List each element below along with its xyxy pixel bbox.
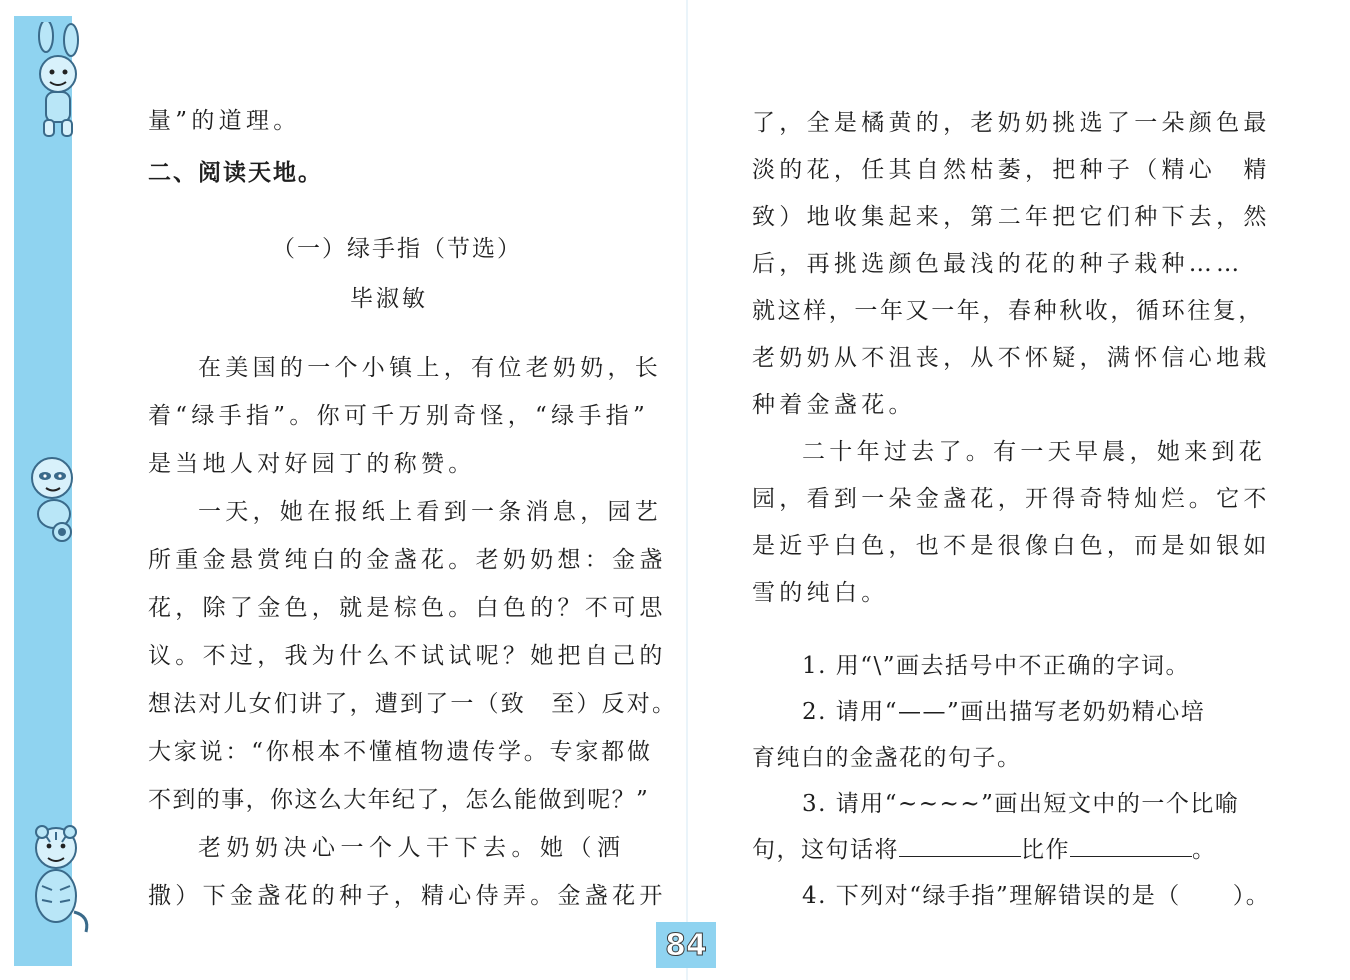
text-line: 老奶奶从不沮丧，从不怀疑，满怀信心地栽 bbox=[752, 345, 1271, 371]
text-line: 在美国的一个小镇上，有位老奶奶，长 bbox=[198, 355, 663, 381]
continued-line: 量”的道理。 bbox=[148, 108, 301, 134]
text-line: 是当地人对好园丁的称赞。 bbox=[148, 451, 476, 477]
text-line: 园，看到一朵金盏花，开得奇特灿烂。它不 bbox=[752, 486, 1271, 512]
text-line: 二十年过去了。有一天早晨，她来到花 bbox=[802, 439, 1267, 465]
question-4-text-b: ）。 bbox=[1232, 883, 1271, 909]
question-3-line-2 bbox=[752, 835, 1217, 865]
answer-blank-2[interactable] bbox=[1070, 855, 1192, 857]
passage-title: （一）绿手指（节选） bbox=[272, 236, 522, 262]
author: 毕淑敏 bbox=[350, 286, 428, 312]
text-line: 种着金盏花。 bbox=[752, 392, 916, 418]
question-3-text-c: 。 bbox=[1192, 837, 1217, 863]
section-heading: 二、阅读天地。 bbox=[148, 160, 323, 186]
text-line: 所重金悬赏纯白的金盏花。老奶奶想：金盏 bbox=[148, 547, 667, 573]
text-line: 撒）下金盏花的种子，精心侍弄。金盏花开 bbox=[148, 883, 667, 909]
text-line: 是近乎白色，也不是很像白色，而是如银如 bbox=[752, 533, 1271, 559]
text-line: 着“绿手指”。你可千万别奇怪，“绿手指” bbox=[148, 403, 650, 429]
rabbit-mascot-icon bbox=[16, 22, 96, 142]
question-4 bbox=[802, 881, 1270, 911]
text-line: 雪的纯白。 bbox=[752, 580, 889, 606]
text-line: 大家说：“你根本不懂植物遗传学。专家都做 bbox=[148, 739, 653, 765]
question-3-text-a: 句，这句话将 bbox=[752, 837, 899, 863]
question-4-text-a: 4. 下列对“绿手指”理解错误的是（ bbox=[802, 883, 1181, 909]
text-line: 致）地收集起来，第二年把它们种下去，然 bbox=[752, 204, 1271, 230]
text-line: 议。不过，我为什么不试试呢？她把自己的 bbox=[148, 643, 667, 669]
text-line: 想法对儿女们讲了，遭到了一（致 至）反对。 bbox=[148, 691, 678, 717]
page-number: 84 bbox=[656, 922, 716, 968]
tiger-mascot-icon bbox=[16, 820, 96, 940]
text-line: 老奶奶决心一个人干下去。她（洒 bbox=[198, 835, 626, 861]
question-3-text-b: 比作 bbox=[1021, 837, 1070, 863]
text-line: 后，再挑选颜色最浅的花的种子栽种…… bbox=[752, 251, 1244, 277]
text-line: 一天，她在报纸上看到一条消息，园艺 bbox=[198, 499, 663, 525]
raccoon-mascot-icon bbox=[16, 448, 92, 544]
text-line: 不到的事，你这么大年纪了，怎么能做到呢？” bbox=[148, 787, 650, 813]
question-1: 1. 用“\”画去括号中不正确的字词。 bbox=[802, 653, 1191, 679]
text-line: 就这样，一年又一年，春种秋收，循环往复， bbox=[752, 298, 1264, 324]
question-3-line-1: 3. 请用“~~~~”画出短文中的一个比喻 bbox=[802, 791, 1240, 817]
page-gutter bbox=[686, 0, 688, 980]
text-line: 了，全是橘黄的，老奶奶挑选了一朵颜色最 bbox=[752, 110, 1271, 136]
question-2-line-1: 2. 请用“——”画出描写老奶奶精心培 bbox=[802, 699, 1206, 725]
question-2-line-2: 育纯白的金盏花的句子。 bbox=[752, 745, 1022, 771]
answer-blank-1[interactable] bbox=[899, 855, 1021, 857]
text-line: 淡的花，任其自然枯萎，把种子（精心 精 bbox=[752, 157, 1271, 183]
text-line: 花，除了金色，就是棕色。白色的？不可思 bbox=[148, 595, 667, 621]
